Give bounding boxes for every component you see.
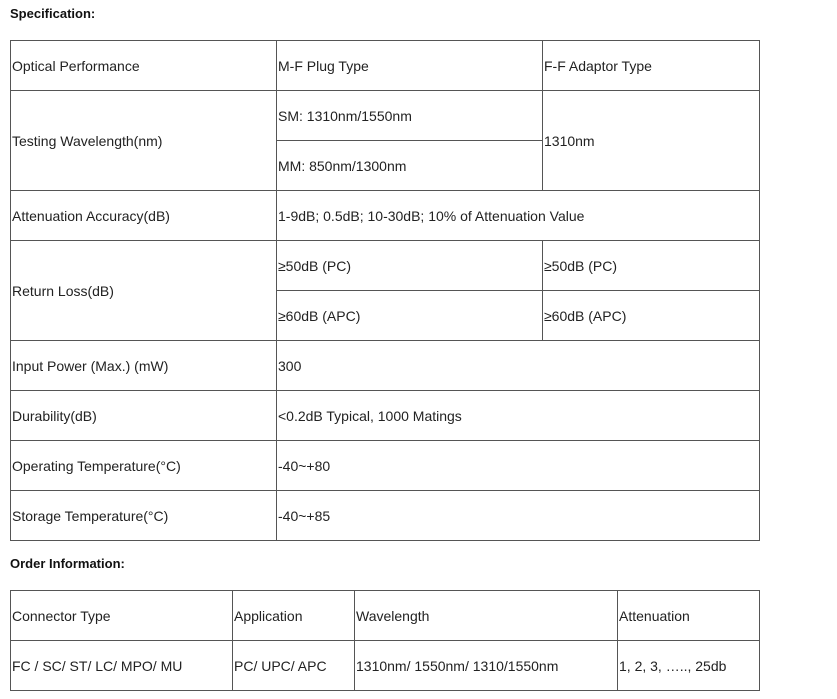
header-mf-plug-type: M-F Plug Type	[277, 41, 543, 91]
table-row	[11, 391, 760, 441]
header-optical-performance: Optical Performance	[11, 41, 277, 91]
input-power-value: 300	[277, 341, 760, 391]
header-attenuation: Attenuation	[618, 591, 760, 641]
return-loss-apc-adaptor: ≥60dB (APC)	[543, 291, 760, 341]
testing-wavelength-adaptor: 1310nm	[543, 91, 760, 191]
testing-wavelength-label: Testing Wavelength(nm)	[11, 91, 277, 191]
table-row	[11, 241, 760, 291]
return-loss-label: Return Loss(dB)	[11, 241, 277, 341]
operating-temperature-label: Operating Temperature(°C)	[11, 441, 277, 491]
table-row	[11, 591, 760, 641]
return-loss-pc-plug: ≥50dB (PC)	[277, 241, 543, 291]
header-application: Application	[233, 591, 355, 641]
specification-heading: Specification:	[10, 6, 96, 21]
return-loss-pc-adaptor: ≥50dB (PC)	[543, 241, 760, 291]
table-row	[11, 341, 760, 391]
specification-table	[10, 40, 760, 541]
table-row	[11, 41, 760, 91]
attenuation-value: 1, 2, 3, ….., 25db	[618, 641, 760, 691]
order-information-table	[10, 590, 760, 691]
durability-value: <0.2dB Typical, 1000 Matings	[277, 391, 760, 441]
wavelength-value: 1310nm/ 1550nm/ 1310/1550nm	[355, 641, 618, 691]
application-value: PC/ UPC/ APC	[233, 641, 355, 691]
table-row	[11, 441, 760, 491]
testing-wavelength-mm: MM: 850nm/1300nm	[277, 141, 543, 191]
table-row	[11, 641, 760, 691]
durability-label: Durability(dB)	[11, 391, 277, 441]
attenuation-accuracy-label: Attenuation Accuracy(dB)	[11, 191, 277, 241]
table-row	[11, 91, 760, 141]
testing-wavelength-sm: SM: 1310nm/1550nm	[277, 91, 543, 141]
return-loss-apc-plug: ≥60dB (APC)	[277, 291, 543, 341]
operating-temperature-value: -40~+80	[277, 441, 760, 491]
attenuation-accuracy-value: 1-9dB; 0.5dB; 10-30dB; 10% of Attenuation Value	[277, 191, 760, 241]
header-ff-adaptor-type: F-F Adaptor Type	[543, 41, 760, 91]
table-row	[11, 491, 760, 541]
table-row	[11, 191, 760, 241]
input-power-label: Input Power (Max.) (mW)	[11, 341, 277, 391]
connector-type-value: FC / SC/ ST/ LC/ MPO/ MU	[11, 641, 233, 691]
header-wavelength: Wavelength	[355, 591, 618, 641]
header-connector-type: Connector Type	[11, 591, 233, 641]
order-information-heading: Order Information:	[10, 556, 125, 571]
storage-temperature-value: -40~+85	[277, 491, 760, 541]
storage-temperature-label: Storage Temperature(°C)	[11, 491, 277, 541]
